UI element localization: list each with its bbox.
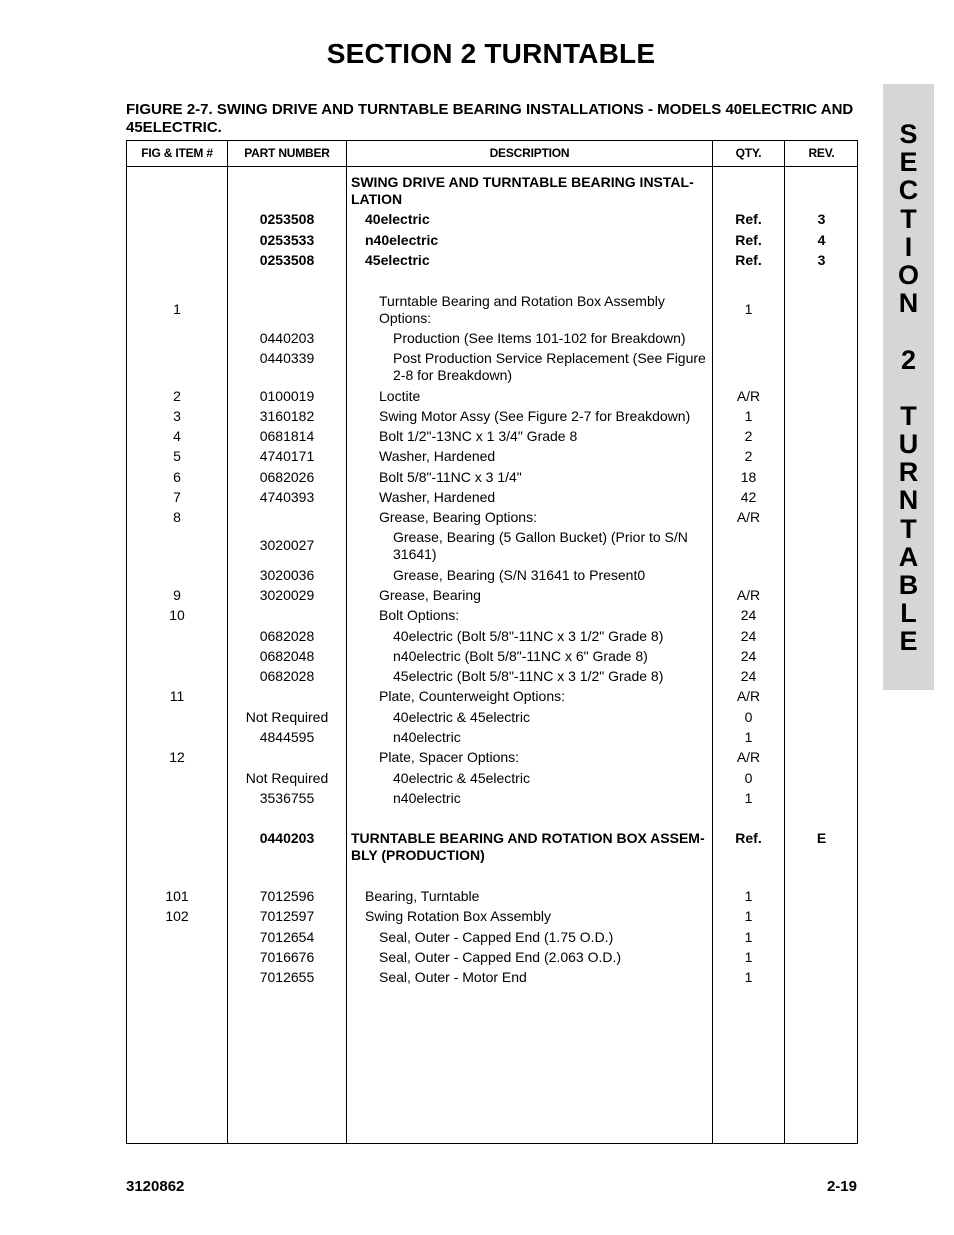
qty-cell: 1 bbox=[744, 729, 753, 745]
part-number-cell: 0682028 bbox=[259, 628, 315, 644]
part-number-cell: 0682048 bbox=[259, 648, 315, 664]
part-number-cell: 3020036 bbox=[259, 567, 315, 583]
qty-cell: 1 bbox=[744, 929, 753, 945]
part-number-cell: 7016676 bbox=[259, 949, 315, 965]
side-tab-letter: N bbox=[898, 485, 919, 516]
part-number-cell: 0100019 bbox=[259, 388, 315, 404]
description-cell: Plate, Spacer Options: bbox=[379, 749, 520, 765]
description-cell: Production (See Items 101-102 for Breakdown) bbox=[393, 330, 686, 346]
side-tab-letter: A bbox=[898, 541, 919, 572]
description-cell: 40electric & 45electric bbox=[393, 770, 530, 786]
section-title: SECTION 2 TURNTABLE bbox=[326, 38, 656, 69]
description-cell: Bolt 5/8"-11NC x 3 1/4" bbox=[379, 469, 522, 485]
fig-item-cell: 4 bbox=[173, 428, 181, 444]
description-cell: Plate, Counterweight Options: bbox=[379, 688, 565, 704]
description-cell: Swing Rotation Box Assembly bbox=[365, 908, 551, 924]
fig-item-cell: 101 bbox=[165, 888, 189, 904]
figure-caption: FIGURE 2-7. SWING DRIVE AND TURNTABLE BEARING INSTALLATIONS - MODELS 40ELECTRIC AND 45ELECTRIC. bbox=[126, 101, 854, 136]
section-side-tab bbox=[883, 84, 934, 690]
side-tab-letters bbox=[883, 120, 934, 656]
side-tab-letter: L bbox=[900, 598, 917, 629]
description-cell: SWING DRIVE AND TURNTABLE BEARING INSTAL-LATION bbox=[351, 174, 694, 207]
fig-item-cell: 10 bbox=[169, 607, 185, 623]
qty-cell: 1 bbox=[744, 888, 753, 904]
fig-item-cell: 7 bbox=[173, 489, 181, 505]
fig-item-cell: 3 bbox=[173, 408, 181, 424]
qty-cell: 24 bbox=[740, 607, 757, 623]
side-tab-letter: U bbox=[898, 429, 919, 460]
qty-cell: Ref. bbox=[735, 232, 762, 248]
description-cell: Turntable Bearing and Rotation Box Assembly Options: bbox=[379, 293, 665, 326]
side-tab-letter: T bbox=[900, 203, 917, 234]
side-tab-letter: S bbox=[899, 119, 918, 149]
qty-cell: 18 bbox=[740, 469, 757, 485]
fig-item-cell: 1 bbox=[173, 301, 181, 317]
side-tab-letter: E bbox=[899, 626, 918, 657]
rev-cell: 4 bbox=[817, 232, 826, 248]
description-cell: Grease, Bearing bbox=[379, 587, 481, 603]
parts-table bbox=[126, 140, 858, 1144]
side-tab-letter: E bbox=[899, 147, 918, 178]
fig-item-cell: 6 bbox=[173, 469, 181, 485]
header-qty: QTY. bbox=[735, 146, 762, 160]
part-number-cell: 0253533 bbox=[259, 232, 315, 248]
fig-item-cell: 8 bbox=[173, 509, 181, 525]
part-number-cell: 4740393 bbox=[259, 489, 315, 505]
part-number-cell: 3536755 bbox=[259, 790, 315, 806]
description-cell: Grease, Bearing (5 Gallon Bucket) (Prior to S/N 31641) bbox=[393, 529, 688, 562]
description-cell: Seal, Outer - Motor End bbox=[379, 969, 527, 985]
qty-cell: 2 bbox=[744, 428, 753, 444]
part-number-cell: Not Required bbox=[245, 770, 329, 786]
part-number-cell: 7012597 bbox=[259, 908, 315, 924]
qty-cell: 1 bbox=[744, 949, 753, 965]
description-cell: 45electric bbox=[365, 252, 430, 268]
rev-cell: 3 bbox=[817, 252, 826, 268]
fig-item-cell: 11 bbox=[169, 688, 185, 704]
description-cell: 40electric & 45electric bbox=[393, 709, 530, 725]
part-number-cell: 3020029 bbox=[259, 587, 315, 603]
part-number-cell: 0682028 bbox=[259, 668, 315, 684]
qty-cell: A/R bbox=[736, 749, 761, 765]
part-number-cell: 7012654 bbox=[259, 929, 315, 945]
rev-cell: 3 bbox=[817, 211, 826, 227]
description-cell: Swing Motor Assy (See Figure 2-7 for Breakdown) bbox=[379, 408, 691, 424]
fig-item-cell: 12 bbox=[169, 749, 185, 765]
description-cell: Washer, Hardened bbox=[379, 448, 496, 464]
qty-cell: 24 bbox=[740, 668, 757, 684]
description-cell: 40electric (Bolt 5/8"-11NC x 3 1/2" Grade 8) bbox=[393, 628, 664, 644]
qty-cell: A/R bbox=[736, 388, 761, 404]
part-number-cell: Not Required bbox=[245, 709, 329, 725]
qty-cell: 42 bbox=[740, 489, 757, 505]
side-tab-letter: O bbox=[897, 259, 919, 290]
qty-cell: A/R bbox=[736, 587, 761, 603]
part-number-cell: 0440339 bbox=[259, 350, 315, 366]
description-cell: Grease, Bearing Options: bbox=[379, 509, 537, 525]
qty-cell: Ref. bbox=[735, 252, 762, 268]
qty-cell: 2 bbox=[744, 448, 753, 464]
description-cell: 45electric (Bolt 5/8"-11NC x 3 1/2" Grade 8) bbox=[393, 668, 664, 684]
description-cell: Grease, Bearing (S/N 31641 to Present0 bbox=[393, 567, 646, 583]
part-number-cell: 7012596 bbox=[259, 888, 315, 904]
description-cell: Washer, Hardened bbox=[379, 489, 496, 505]
description-cell: Seal, Outer - Capped End (1.75 O.D.) bbox=[379, 929, 614, 945]
fig-item-cell: 102 bbox=[165, 908, 189, 924]
qty-cell: 24 bbox=[740, 628, 757, 644]
header-description: DESCRIPTION bbox=[489, 146, 570, 160]
column-divider bbox=[346, 141, 347, 1143]
description-cell: Seal, Outer - Capped End (2.063 O.D.) bbox=[379, 949, 622, 965]
part-number-cell: 0440203 bbox=[259, 330, 315, 346]
description-cell: Bolt Options: bbox=[379, 607, 460, 623]
qty-cell: 1 bbox=[744, 301, 753, 317]
page-number: 2-19 bbox=[826, 1178, 857, 1195]
side-tab-letter: R bbox=[898, 457, 919, 488]
description-cell: TURNTABLE BEARING AND ROTATION BOX ASSEM-BLY (PRODUCTION) bbox=[351, 830, 705, 863]
part-number-cell: 4844595 bbox=[259, 729, 315, 745]
header-part-number: PART NUMBER bbox=[244, 146, 330, 160]
side-tab-letter: T bbox=[900, 513, 917, 544]
part-number-cell: 0681814 bbox=[259, 428, 315, 444]
table-header bbox=[127, 141, 857, 167]
description-cell: n40electric bbox=[393, 729, 461, 745]
qty-cell: 1 bbox=[744, 408, 753, 424]
description-cell: 40electric bbox=[365, 211, 430, 227]
document-number: 3120862 bbox=[126, 1178, 185, 1195]
side-tab-letter: I bbox=[904, 231, 913, 262]
qty-cell: Ref. bbox=[735, 830, 762, 846]
part-number-cell: 3020027 bbox=[259, 537, 315, 553]
qty-cell: 1 bbox=[744, 969, 753, 985]
qty-cell: Ref. bbox=[735, 211, 762, 227]
part-number-cell: 7012655 bbox=[259, 969, 315, 985]
part-number-cell: 0253508 bbox=[259, 252, 315, 268]
side-tab-letter: C bbox=[898, 175, 919, 206]
description-cell: n40electric bbox=[365, 232, 439, 248]
description-cell: Bearing, Turntable bbox=[365, 888, 480, 904]
part-number-cell: 0682026 bbox=[259, 469, 315, 485]
description-cell: Post Production Service Replacement (See Figure 2-8 for Breakdown) bbox=[393, 350, 706, 383]
qty-cell: 0 bbox=[744, 770, 753, 786]
part-number-cell: 0440203 bbox=[259, 830, 315, 846]
part-number-cell: 4740171 bbox=[259, 448, 315, 464]
column-divider bbox=[784, 141, 785, 1143]
qty-cell: 1 bbox=[744, 790, 753, 806]
header-rev: REV. bbox=[808, 146, 835, 160]
description-cell: n40electric bbox=[393, 790, 461, 806]
part-number-cell: 0253508 bbox=[259, 211, 315, 227]
qty-cell: 1 bbox=[744, 908, 753, 924]
qty-cell: A/R bbox=[736, 688, 761, 704]
side-tab-letter: T bbox=[900, 400, 917, 431]
description-cell: Loctite bbox=[379, 388, 421, 404]
description-cell: n40electric (Bolt 5/8"-11NC x 6" Grade 8) bbox=[393, 648, 648, 664]
description-cell: Bolt 1/2"-13NC x 1 3/4" Grade 8 bbox=[379, 428, 578, 444]
header-fig-item: FIG & ITEM # bbox=[141, 146, 213, 160]
rev-cell: E bbox=[816, 830, 827, 846]
qty-cell: 0 bbox=[744, 709, 753, 725]
side-tab-letter: B bbox=[898, 570, 919, 600]
fig-item-cell: 9 bbox=[173, 587, 181, 603]
side-tab-letter: N bbox=[898, 288, 919, 319]
side-tab-letter: 2 bbox=[900, 344, 917, 375]
qty-cell: 24 bbox=[740, 648, 757, 664]
fig-item-cell: 5 bbox=[173, 448, 181, 464]
fig-item-cell: 2 bbox=[173, 388, 181, 404]
qty-cell: A/R bbox=[736, 509, 761, 525]
part-number-cell: 3160182 bbox=[259, 408, 315, 424]
